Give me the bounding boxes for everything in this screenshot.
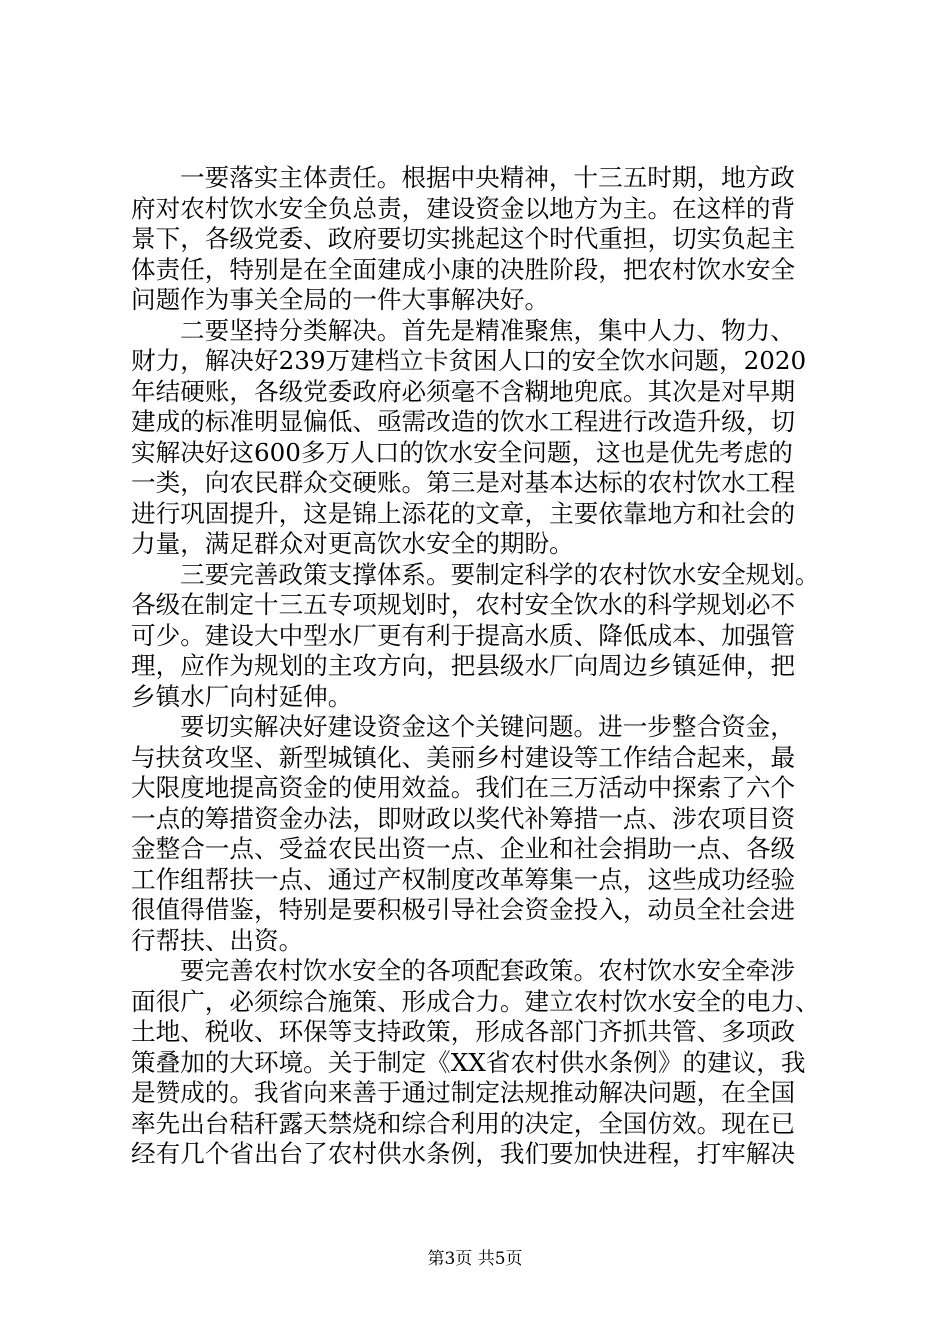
text-line: 三要完善政策支撑体系。要制定科学的农村饮水安全规划。 xyxy=(180,559,820,589)
text-line: 策叠加的大环境。关于制定《XX省农村供水条例》的建议，我 xyxy=(131,1047,806,1077)
text-line: 可少。建设大中型水厂更有利于提高水质、降低成本、加强管 xyxy=(131,620,796,650)
text-line: 率先出台秸秆露天禁烧和综合利用的决定，全国仿效。现在已 xyxy=(131,1108,796,1138)
text-line: 大限度地提高资金的使用效益。我们在三万活动中探索了六个 xyxy=(131,773,796,802)
text-line: 一点的筹措资金办法，即财政以奖代补筹措一点、涉农项目资 xyxy=(131,803,796,833)
text-line: 要切实解决好建设资金这个关键问题。进一步整合资金， xyxy=(180,712,795,741)
text-line: 各级在制定十三五专项规划时，农村安全饮水的科学规划必不 xyxy=(131,590,796,619)
text-line: 面很广，必须综合施策、形成合力。建立农村饮水安全的电力、 xyxy=(131,986,820,1016)
text-line: 工作组帮扶一点、通过产权制度改革筹集一点，这些成功经验 xyxy=(131,864,796,894)
text-line: 力量，满足群众对更高饮水安全的期盼。 xyxy=(131,529,574,558)
text-line: 景下，各级党委、政府要切实挑起这个时代重担，切实负起主 xyxy=(131,224,796,253)
text-line: 很值得借鉴，特别是要积极引导社会资金投入，动员全社会进 xyxy=(131,895,796,924)
text-line: 建成的标准明显偏低、亟需改造的饮水工程进行改造升级，切 xyxy=(131,407,796,436)
page-number-label: 第3页 共5页 xyxy=(427,1249,523,1269)
text-line: 体责任，特别是在全面建成小康的决胜阶段，把农村饮水安全 xyxy=(131,254,796,284)
text-line: 是赞成的。我省向来善于通过制定法规推动解决问题，在全国 xyxy=(131,1078,796,1107)
text-line: 乡镇水厂向村延伸。 xyxy=(131,681,353,711)
text-line: 与扶贫攻坚、新型城镇化、美丽乡村建设等工作结合起来，最 xyxy=(131,742,796,772)
text-line: 要完善农村饮水安全的各项配套政策。农村饮水安全牵涉 xyxy=(180,956,795,985)
text-line: 问题作为事关全局的一件大事解决好。 xyxy=(131,285,550,314)
text-line: 一类，向农民群众交硬账。第三是对基本达标的农村饮水工程 xyxy=(131,468,796,497)
text-line: 理，应作为规划的主攻方向，把县级水厂向周边乡镇延伸，把 xyxy=(131,651,796,680)
text-line: 进行巩固提升，这是锦上添花的文章，主要依靠地方和社会的 xyxy=(131,498,796,528)
text-line: 经有几个省出台了农村供水条例，我们要加快进程，打牢解决 xyxy=(131,1139,796,1168)
text-line: 二要坚持分类解决。首先是精准聚焦，集中人力、物力、 xyxy=(180,315,795,345)
page-footer xyxy=(0,1244,950,1269)
text-line: 府对农村饮水安全负总责，建设资金以地方为主。在这样的背 xyxy=(131,193,796,223)
text-line: 财力，解决好239万建档立卡贫困人口的安全饮水问题，2020 xyxy=(131,346,807,375)
text-line: 行帮扶、出资。 xyxy=(131,925,304,955)
text-line: 一要落实主体责任。根据中央精神，十三五时期，地方政 xyxy=(180,163,795,192)
text-line: 金整合一点、受益农民出资一点、企业和社会捐助一点、各级 xyxy=(131,834,796,863)
text-line: 实解决好这600多万人口的饮水安全问题，这也是优先考虑的 xyxy=(131,437,793,467)
document-body xyxy=(131,163,831,1170)
text-line: 年结硬账，各级党委政府必须毫不含糊地兜底。其次是对早期 xyxy=(131,376,796,406)
text-line: 土地、税收、环保等支持政策，形成各部门齐抓共管、多项政 xyxy=(131,1017,796,1046)
